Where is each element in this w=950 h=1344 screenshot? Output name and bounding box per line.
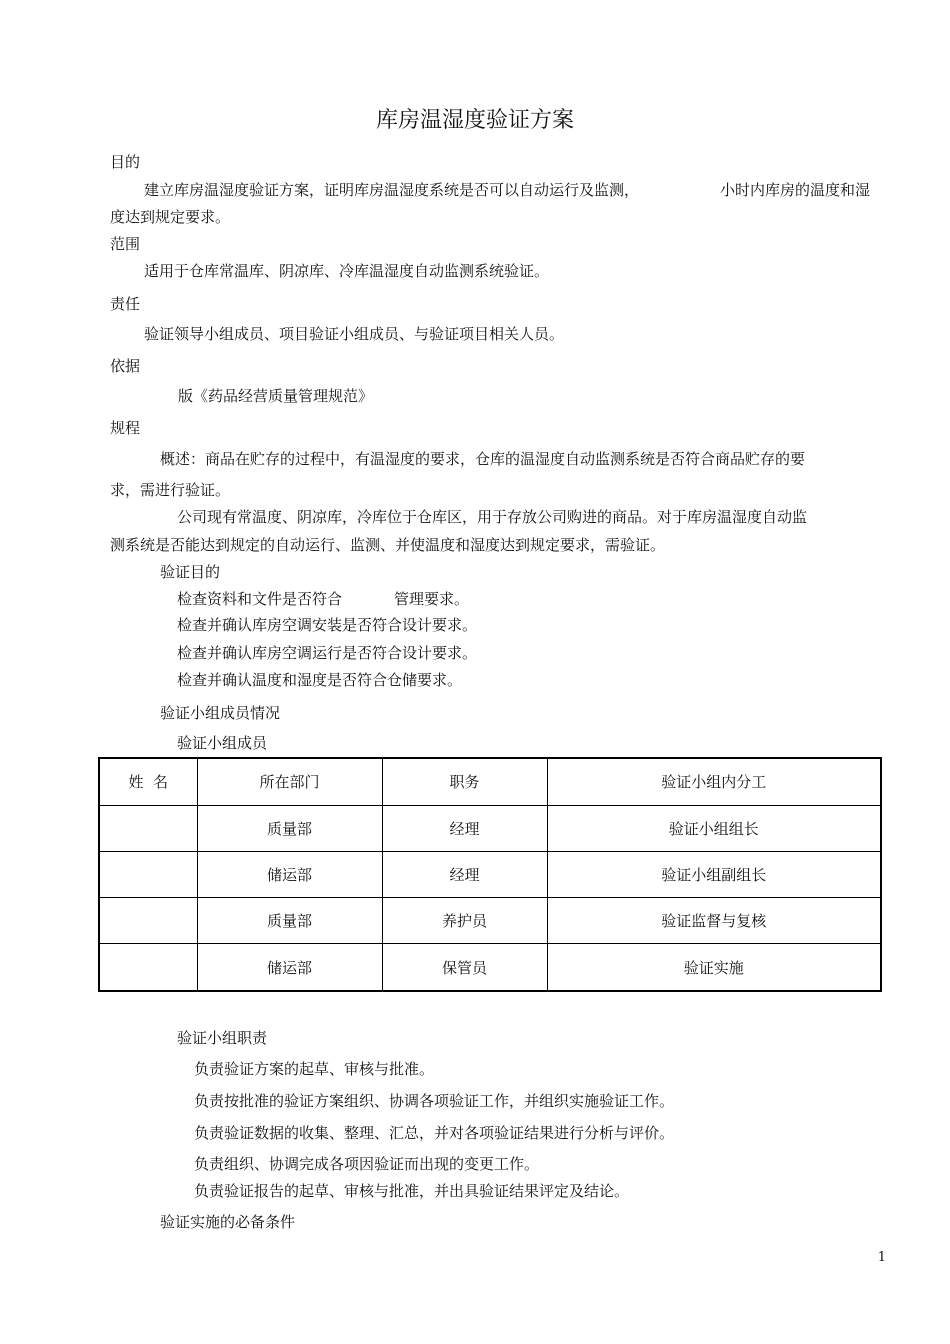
table-row: [99, 851, 881, 897]
procedure-overview-line2: 求，需进行验证。: [110, 481, 231, 499]
cell-position: 养护员: [382, 898, 547, 944]
procedure-company-line2: 测系统是否能达到规定的自动运行、监测、并使温度和湿度达到规定要求，需验证。: [110, 536, 666, 554]
purpose-text-part1: 建立库房温湿度验证方案，证明库房温湿度系统是否可以自动运行及监测，: [144, 181, 640, 199]
procedure-company-line1: 公司现有常温度、阴凉库，冷库位于仓库区，用于存放公司购进的商品。对于库房温湿度自动监: [177, 508, 808, 526]
scope-heading: 范围: [110, 235, 141, 253]
goal-item-1-suffix: 管理要求。: [394, 590, 470, 608]
cell-position: 保管员: [382, 944, 547, 991]
team-subheading: 验证小组成员: [177, 734, 268, 752]
cell-department: 质量部: [197, 805, 382, 851]
header-name: 姓 名: [99, 758, 197, 805]
purpose-text-line2: 度达到规定要求。: [110, 208, 231, 226]
cell-role: 验证小组组长: [547, 805, 881, 851]
cell-role: 验证实施: [547, 944, 881, 991]
header-position: 职务: [382, 758, 547, 805]
cell-role: 验证监督与复核: [547, 898, 881, 944]
page-number: 1: [877, 1250, 886, 1265]
cell-name: [99, 805, 197, 851]
cell-department: 储运部: [197, 851, 382, 897]
goal-item-3: 检查并确认库房空调运行是否符合设计要求。: [177, 644, 478, 662]
cell-name: [99, 944, 197, 991]
goal-item-4: 检查并确认温度和湿度是否符合仓储要求。: [177, 671, 463, 689]
document-title: 库房温湿度验证方案: [375, 108, 574, 133]
team-heading: 验证小组成员情况: [160, 704, 281, 722]
basis-heading: 依据: [110, 357, 141, 375]
duty-item-1: 负责验证方案的起草、审核与批准。: [194, 1060, 435, 1078]
responsibility-text: 验证领导小组成员、项目验证小组成员、与验证项目相关人员。: [144, 325, 565, 343]
team-table-header-row: [99, 758, 881, 805]
goal-item-1: 检查资料和文件是否符合: [177, 590, 343, 608]
procedure-heading: 规程: [110, 419, 141, 437]
duty-item-3: 负责验证数据的收集、整理、汇总，并对各项验证结果进行分析与评价。: [194, 1124, 675, 1142]
header-department: 所在部门: [197, 758, 382, 805]
duty-item-5: 负责验证报告的起草、审核与批准，并出具验证结果评定及结论。: [194, 1182, 630, 1200]
responsibility-heading: 责任: [110, 295, 141, 313]
cell-name: [99, 898, 197, 944]
procedure-overview-line1: 概述：商品在贮存的过程中，有温湿度的要求，仓库的温湿度自动监测系统是否符合商品贮存的要: [160, 450, 806, 468]
duty-item-4: 负责组织、协调完成各项因验证而出现的变更工作。: [194, 1155, 540, 1173]
cell-department: 储运部: [197, 944, 382, 991]
goal-item-2: 检查并确认库房空调安装是否符合设计要求。: [177, 616, 478, 634]
table-row: [99, 805, 881, 851]
header-role: 验证小组内分工: [547, 758, 881, 805]
cell-position: 经理: [382, 805, 547, 851]
team-table: [98, 757, 882, 992]
purpose-heading: 目的: [110, 153, 141, 171]
cell-role: 验证小组副组长: [547, 851, 881, 897]
cell-department: 质量部: [197, 898, 382, 944]
goal-heading: 验证目的: [160, 563, 221, 581]
duty-item-2: 负责按批准的验证方案组织、协调各项验证工作，并组织实施验证工作。: [194, 1092, 675, 1110]
purpose-text-part2: 小时内库房的温度和湿: [720, 181, 871, 199]
table-row: [99, 944, 881, 991]
scope-text: 适用于仓库常温库、阴凉库、冷库温湿度自动监测系统验证。: [144, 262, 550, 280]
table-row: [99, 898, 881, 944]
basis-text: 版《药品经营质量管理规范》: [178, 387, 374, 405]
cell-name: [99, 851, 197, 897]
cell-position: 经理: [382, 851, 547, 897]
conditions-heading: 验证实施的必备条件: [160, 1213, 296, 1231]
duties-heading: 验证小组职责: [177, 1029, 268, 1047]
